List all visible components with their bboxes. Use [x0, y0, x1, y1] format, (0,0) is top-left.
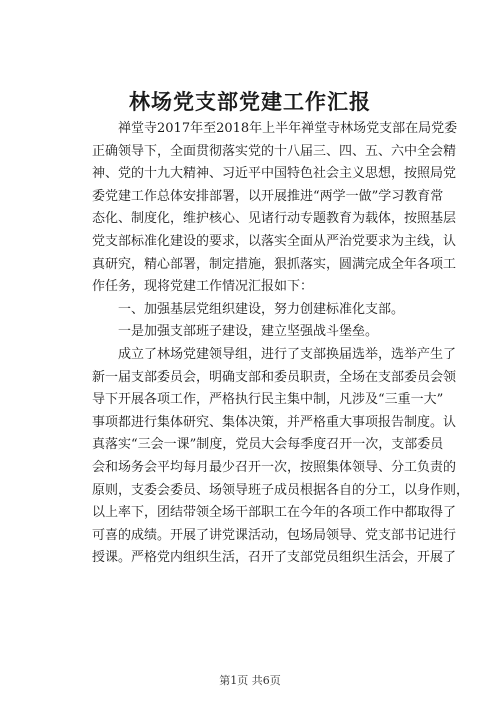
body-line: 真落实“三会一课”制度，党员大会每季度召开一次，支部委员 — [92, 437, 444, 453]
body-line: 禅堂寺2017年至2018年上半年禅堂寺林场党支部在局党委 — [118, 121, 458, 136]
body-line: 态化、制度化，维护核心、见诸行动专题教育为载体，按照基层 — [92, 211, 457, 227]
body-line: 作任务，现将党建工作情况汇报如下： — [92, 279, 314, 295]
document-body — [92, 118, 470, 570]
body-line: 授课。严格党内组织生活，召开了支部党员组织生活会，开展了 — [92, 550, 457, 566]
body-line: 委党建工作总体安排部署，以开展推进“两学一做”学习教育常 — [92, 188, 444, 204]
page-number-footer: 第1页 共6页 — [219, 674, 281, 687]
body-line: 正确领导下，全面贯彻落实党的十八届三、四、五、六中全会精 — [92, 143, 457, 159]
body-line: 党支部标准化建设的要求，以落实全面从严治党要求为主线，认 — [92, 233, 457, 249]
subsection-heading: 一是加强支部班子建设，建立坚强战斗堡垒。 — [118, 324, 379, 340]
body-line: 新一届支部委员会，明确支部和委员职责，全场在支部委员会领 — [92, 369, 457, 385]
body-line: 神、党的十九大精神、习近平中国特色社会主义思想，按照局党 — [92, 166, 457, 182]
body-line: 原则，支委会委员、场领导班子成员根据各自的分工，以身作则， — [92, 482, 470, 498]
body-line: 真研究，精心部署，制定措施，狠抓落实，圆满完成全年各项工 — [92, 256, 457, 272]
body-line: 可喜的成绩。开展了讲党课活动，包场局领导、党支部书记进行 — [92, 527, 457, 543]
section-heading: 一、加强基层党组织建设，努力创建标准化支部。 — [118, 301, 405, 317]
body-line: 会和场务会平均每月最少召开一次，按照集体领导、分工负责的 — [92, 459, 457, 475]
body-line: 导下开展各项工作，严格执行民主集中制，凡涉及“三重一大” — [92, 392, 444, 408]
document-title: 林场党支部党建工作汇报 — [129, 89, 371, 114]
body-line: 以上率下，团结带领全场干部职工在今年的各项工作中都取得了 — [92, 505, 457, 521]
body-line: 成立了林场党建领导组，进行了支部换届选举，选举产生了 — [118, 346, 457, 362]
body-line: 事项都进行集体研究、集体决策，并严格重大事项报告制度。认 — [92, 414, 457, 430]
